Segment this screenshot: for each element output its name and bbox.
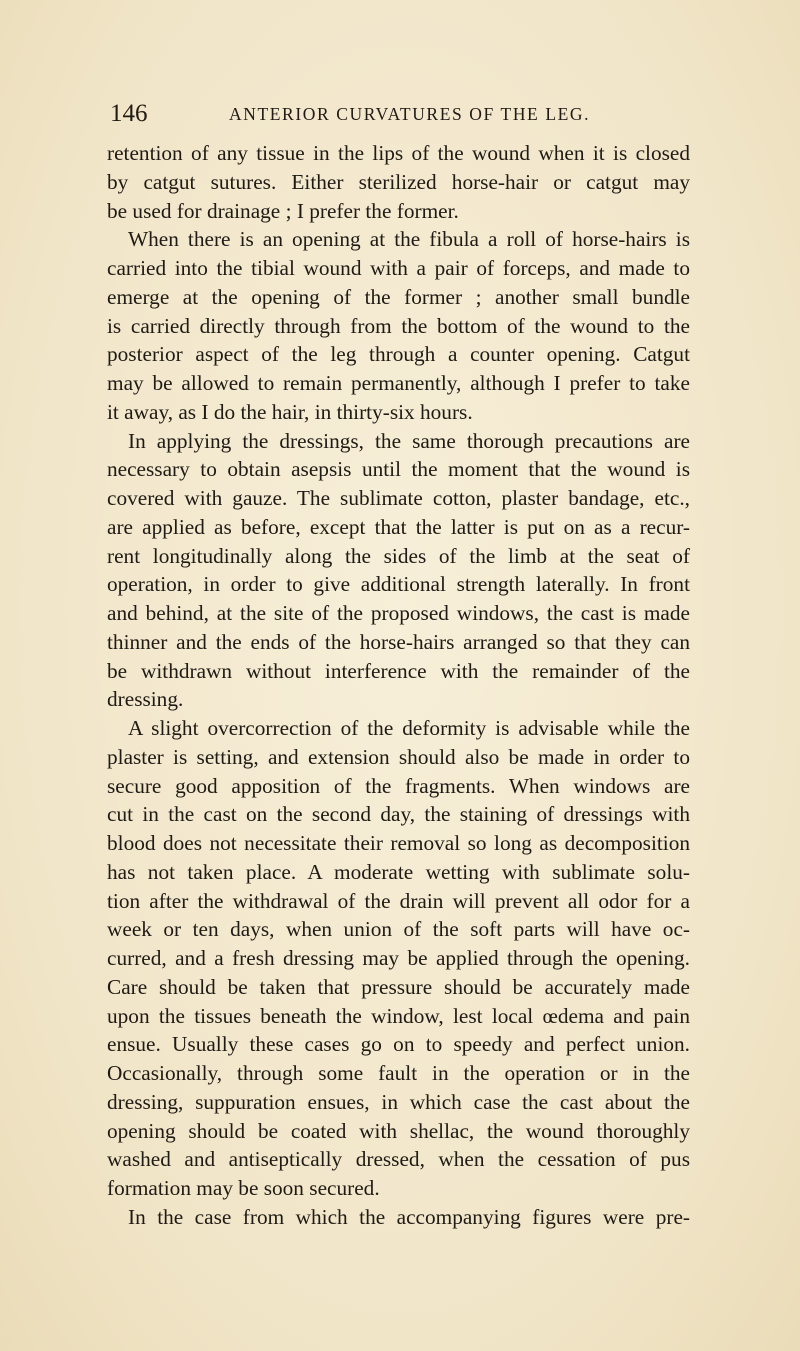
page-header bbox=[110, 96, 690, 132]
paragraph-2 bbox=[107, 225, 690, 426]
text-line: has not taken place. A moderate wetting with sublimate solu- bbox=[107, 859, 690, 884]
text-line: tion after the withdrawal of the drain will prevent all odor for a bbox=[107, 888, 690, 913]
text-line: formation may be soon secured. bbox=[107, 1176, 380, 1200]
text-line: ensue. Usually these cases go on to speedy and perfect union. bbox=[107, 1032, 690, 1057]
paragraph-5 bbox=[107, 1203, 690, 1232]
text-line: Occasionally, through some fault in the operation or in the bbox=[107, 1061, 690, 1085]
paragraph-3 bbox=[107, 427, 690, 715]
text-line: and behind, at the site of the proposed windows, the cast is made bbox=[107, 601, 690, 625]
text-line: be used for drainage ; I prefer the former. bbox=[107, 198, 459, 223]
text-line: In applying the dressings, the same thorough precautions are bbox=[128, 428, 690, 453]
paragraph-4 bbox=[107, 714, 690, 1203]
paragraph-1 bbox=[107, 139, 690, 225]
text-line: dressing, suppuration ensues, in which case the cast about the bbox=[107, 1089, 690, 1114]
text-line: week or ten days, when union of the soft parts will have oc- bbox=[107, 917, 690, 942]
text-line: are applied as before, except that the latter is put on as a recur- bbox=[107, 514, 690, 539]
text-line: by catgut sutures. Either sterilized horse-hair or catgut may bbox=[107, 169, 690, 194]
text-line: cut in the cast on the second day, the staining of dressings with bbox=[107, 802, 690, 827]
page-number: 146 bbox=[110, 100, 148, 127]
text-line: retention of any tissue in the lips of the wound when it is closed bbox=[107, 141, 690, 165]
text-line: plaster is setting, and extension should also be made in order to bbox=[107, 744, 690, 769]
text-line: Care should be taken that pressure should be accurately made bbox=[107, 974, 690, 999]
text-line: it away, as I do the hair, in thirty-six hours. bbox=[107, 399, 473, 424]
text-line: carried into the tibial wound with a pair of forceps, and made to bbox=[107, 256, 690, 280]
text-line: is carried directly through from the bottom of the wound to the bbox=[107, 313, 690, 338]
body-text bbox=[107, 139, 690, 1232]
text-line: covered with gauze. The sublimate cotton, plaster bandage, etc., bbox=[107, 486, 690, 510]
text-line: blood does not necessitate their removal so long as decomposition bbox=[107, 831, 690, 855]
text-line: may be allowed to remain permanently, although I prefer to take bbox=[107, 371, 690, 395]
text-line: necessary to obtain asepsis until the moment that the wound is bbox=[107, 457, 690, 482]
text-line: dressing. bbox=[107, 687, 184, 712]
text-line: In the case from which the accompanying figures were pre- bbox=[128, 1204, 690, 1229]
text-line: posterior aspect of the leg through a counter opening. Catgut bbox=[107, 342, 690, 367]
text-line: operation, in order to give additional strength laterally. In front bbox=[107, 572, 690, 597]
text-line: thinner and the ends of the horse-hairs arranged so that they can bbox=[107, 629, 690, 654]
text-line: rent longitudinally along the sides of the limb at the seat of bbox=[107, 543, 690, 568]
text-line: A slight overcorrection of the deformity is advisable while the bbox=[128, 716, 690, 740]
running-head: ANTERIOR CURVATURES OF THE LEG. bbox=[229, 104, 591, 124]
text-line: upon the tissues beneath the window, lest local œdema and pain bbox=[107, 1003, 690, 1028]
text-line: secure good apposition of the fragments. When windows are bbox=[107, 773, 690, 798]
text-line: washed and antiseptically dressed, when the cessation of pus bbox=[107, 1147, 690, 1172]
text-line: emerge at the opening of the former ; another small bundle bbox=[107, 284, 690, 309]
text-line: be withdrawn without interference with the remainder of the bbox=[107, 658, 690, 683]
text-line: When there is an opening at the fibula a roll of horse-hairs is bbox=[128, 227, 690, 252]
text-line: curred, and a fresh dressing may be applied through the opening. bbox=[107, 946, 690, 970]
text-line: opening should be coated with shellac, the wound thoroughly bbox=[107, 1118, 690, 1143]
